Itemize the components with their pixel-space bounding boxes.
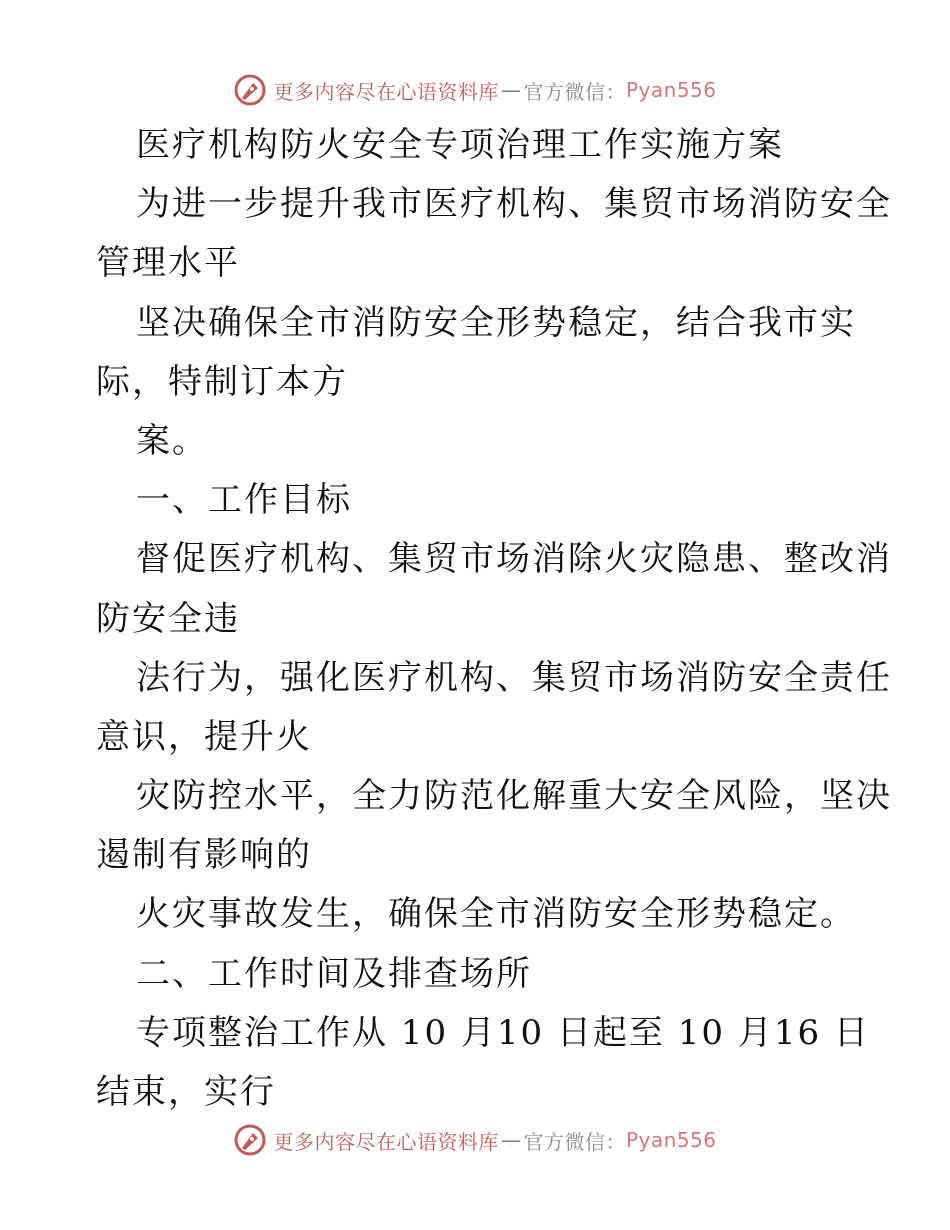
document-line: 督促医疗机构、集贸市场消除火灾隐患、整改消 [136, 539, 892, 580]
document-line: 医疗机构防火安全专项治理工作实施方案 [136, 125, 784, 165]
document-line: 案。 [136, 420, 208, 461]
document-line: 意识，提升火 [96, 716, 312, 757]
document-line: 法行为，强化医疗机构、集贸市场消防安全责任 [136, 657, 892, 698]
document-line: 灾防控水平，全力防范化解重大安全风险，坚决 [136, 776, 892, 817]
watermark-brand-text: 更多内容尽在心语资料库 [273, 79, 499, 104]
document-line: 专项整治工作从 10 月10 日起至 10 月16 日 [136, 1012, 870, 1053]
document-line: 际，特制订本方 [96, 361, 348, 402]
watermark-wechat-label: 官方微信： [523, 1129, 626, 1154]
watermark-banner-top [0, 70, 950, 110]
pen-nib-logo-icon [233, 73, 267, 107]
document-line: 一、工作目标 [136, 480, 352, 521]
watermark-brand-text: 更多内容尽在心语资料库 [273, 1129, 499, 1154]
watermark-account: Pyan556 [625, 1128, 717, 1152]
document-line: 防安全违 [96, 598, 240, 639]
document-line: 为进一步提升我市医疗机构、集贸市场消防安全 [136, 184, 892, 225]
document-line: 管理水平 [96, 243, 240, 284]
watermark-account: Pyan556 [625, 78, 717, 102]
watermark-separator: — [500, 78, 522, 102]
document-line: 火灾事故发生，确保全市消防安全形势稳定。 [136, 894, 856, 935]
document-body [96, 116, 892, 1122]
document-line: 坚决确保全市消防安全形势稳定，结合我市实 [136, 302, 856, 343]
watermark-separator: — [500, 1128, 522, 1152]
document-line: 结束，实行 [96, 1072, 276, 1112]
watermark-banner-bottom [0, 1120, 950, 1160]
watermark-wechat-label: 官方微信： [523, 79, 626, 104]
pen-nib-logo-icon [233, 1123, 267, 1157]
document-line: 遏制有影响的 [96, 835, 312, 876]
document-line: 二、工作时间及排查场所 [136, 953, 532, 994]
